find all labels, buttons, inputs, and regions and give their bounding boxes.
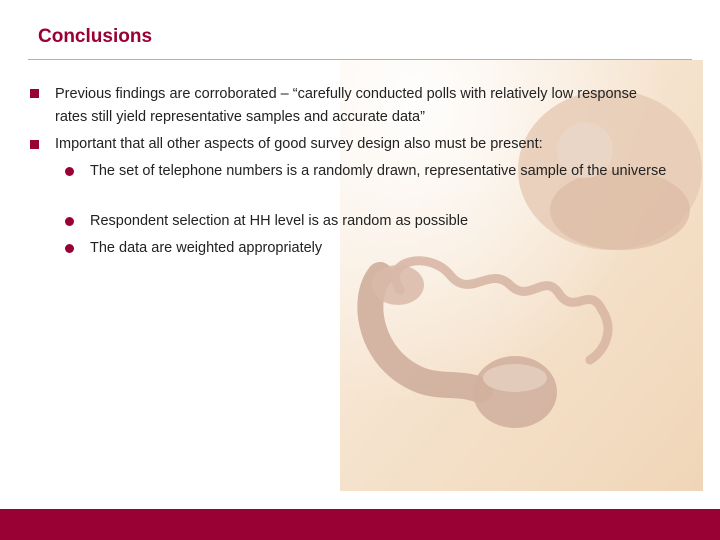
square-bullet-icon <box>30 140 39 149</box>
bullet-1-text: Previous findings are corroborated – “carefully conducted polls with relatively low response rates still yield representative samples and accurate data” <box>55 86 637 125</box>
round-bullet-icon <box>65 217 74 226</box>
subbullet-2-text: Respondent selection at HH level is as random as possible <box>90 213 469 229</box>
subbullet-3-text: The data are weighted appropriately <box>90 240 323 256</box>
slide-title: Conclusions <box>38 26 153 47</box>
footer-bar <box>0 509 720 540</box>
bullet-2-text: Important that all other aspects of good survey design also must be present: <box>55 136 543 152</box>
square-bullet-icon <box>30 89 39 98</box>
round-bullet-icon <box>65 167 74 176</box>
subbullet-1-text: The set of telephone numbers is a randomly drawn, representative sample of the universe <box>90 163 667 179</box>
round-bullet-icon <box>65 244 74 253</box>
